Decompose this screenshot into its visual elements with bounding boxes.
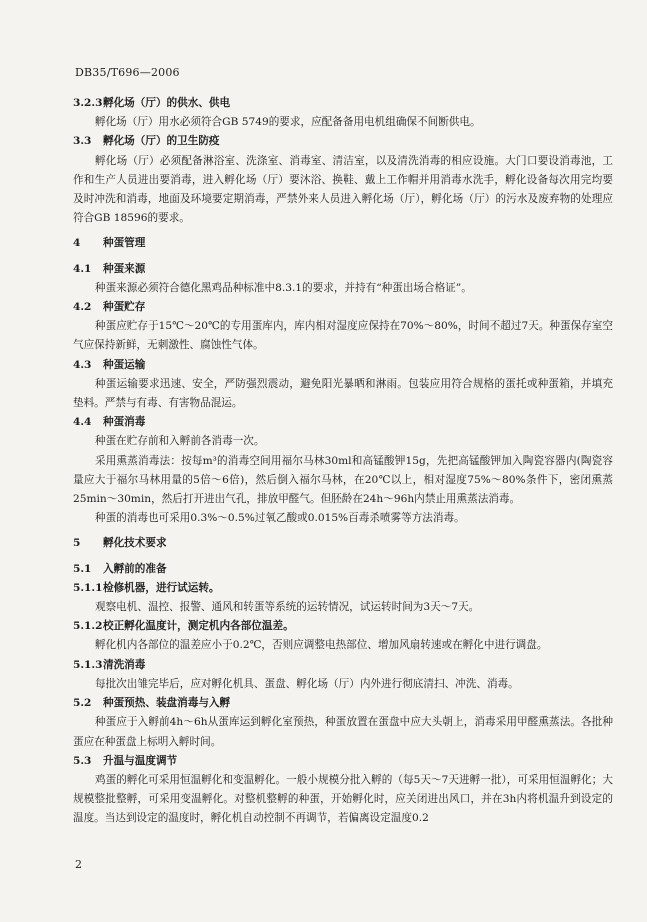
section-title: 种蛋贮存 [103,301,146,314]
section-heading [73,413,613,432]
section-number: 5.2 [73,697,92,710]
section-number: 5.1.3 [73,658,103,671]
section-title: 升温与温度调节 [103,754,178,767]
section-title: 种蛋来源 [103,262,146,275]
paragraph: 种蛋在贮存前和入孵前各消毒一次。 [95,435,265,448]
section-title: 种蛋预热、装盘消毒与入孵 [103,697,231,710]
paragraph: 采用熏蒸消毒法：按每m³的消毒空间用福尔马林30ml和高锰酸钾15g，先把高锰酸钾加入陶瓷容器内(陶瓷容量应大于福尔马林用量的5倍～6倍)，然后倒入福尔马林，在20℃以上，相对湿度75%～80%条件下，密闭熏蒸25min～30min，然后打开进出气孔，排放甲醛气。但胚龄在24h～96h内禁止用熏蒸法消毒。 [73,454,613,506]
paragraph: 观察电机、温控、报警、通风和转蛋等系统的运转情况，试运转时间为3天～7天。 [95,601,480,614]
section-heading [73,260,613,279]
paragraph: 孵化机内各部位的温差应小于0.2℃，否则应调整电热部位、增加风扇转速或在孵化中进行调盘。 [95,639,548,652]
section-number: 5 [73,537,81,550]
section-title: 孵化场（厅）的卫生防疫 [103,135,220,148]
section-heading [73,579,613,598]
section-title: 孵化技术要求 [103,537,167,550]
section-number: 4.2 [73,301,92,314]
paragraph: 孵化场（厅）必须配备淋浴室、洗涤室、消毒室、清洁室，以及清洗消毒的相应设施。大门口要设消毒池，工作和生产人员进出要消毒，进入孵化场（厅）要沐浴、换鞋、戴上工作帽并用消毒水洗手，孵化设备每次用完均要及时冲洗和消毒，地面及环境要定期消毒，严禁外来人员进入孵化场（厅），孵化场（厅）的污水及废弃物的处理应符合GB 18596的要求。 [73,154,613,225]
section-title: 种蛋消毒 [103,416,146,429]
section-number: 3.3 [73,135,92,148]
section-number: 4.4 [73,416,92,429]
section-heading [73,94,613,113]
section-title: 清洗消毒 [103,658,146,671]
chapter-heading [73,234,613,253]
section-title: 种蛋管理 [103,237,146,250]
section-heading [73,132,613,151]
section-number: 5.1 [73,562,92,575]
section-title: 孵化场（厅）的供水、供电 [103,97,231,109]
paragraph: 鸡蛋的孵化可采用恒温孵化和变温孵化。一般小规模分批入孵的（每5天～7天进孵一批），可采用恒温孵化；大规模整批整孵，可采用变温孵化。对整机整孵的种蛋，开始孵化时，应关闭进出风口，并在3h内将机温升到设定的温度。当达到设定的温度时，孵化机自动控制不再调节，若偏离设定温度0.2 [73,773,613,825]
chapter-heading [73,534,613,553]
section-title: 种蛋运输 [103,358,146,371]
section-number: 3.2.3 [73,97,103,109]
section-title: 入孵前的准备 [103,562,167,575]
section-heading [73,752,613,771]
section-number: 5.3 [73,754,92,767]
section-number: 5.1.1 [73,581,103,594]
paragraph: 孵化场（厅）用水必须符合GB 5749的要求，应配备备用电机组确保不间断供电。 [95,116,481,129]
paragraph: 种蛋应贮存于15℃～20℃的专用蛋库内，库内相对湿度应保持在70%～80%，时间不超过7天。种蛋保存室空气应保持新鲜，无刺激性、腐蚀性气体。 [73,320,613,352]
paragraph: 种蛋运输要求迅速、安全，严防强烈震动，避免阳光暴晒和淋雨。包装应用符合规格的蛋托或种蛋箱，并填充垫料。严禁与有毒、有害物品混运。 [73,377,613,410]
paragraph: 种蛋应于入孵前4h～6h从蛋库运到孵化室预热，种蛋放置在蛋盘中应大头朝上，消毒采用甲醛熏蒸法。各批种蛋应在种蛋盘上标明入孵时间。 [73,716,613,748]
section-title: 检修机器，进行试运转。 [103,581,220,594]
section-number: 4.3 [73,358,92,371]
section-heading [73,560,613,579]
section-number: 4 [73,237,81,250]
document-body [73,92,613,829]
section-number: 4.1 [73,262,92,275]
paragraph: 种蛋的消毒也可采用0.3%～0.5%过氧乙酸或0.015%百毒杀喷雾等方法消毒。 [95,512,465,525]
section-title: 校正孵化温度计，测定机内各部位温差。 [103,620,294,633]
section-heading [73,617,613,636]
section-heading [73,356,613,375]
section-number: 5.1.2 [73,620,103,633]
section-heading [73,694,613,713]
section-heading [73,656,613,675]
section-heading [73,298,613,317]
paragraph: 每批次出雏完毕后，应对孵化机具、蛋盘、孵化场（厅）内外进行彻底清扫、冲洗、消毒。 [95,677,519,690]
page-number: 2 [75,858,82,871]
document-header-id: DB35/T696—2006 [75,66,180,79]
paragraph: 种蛋来源必须符合德化黑鸡品种标准中8.3.1的要求，并持有“种蛋出场合格证”。 [95,281,472,294]
